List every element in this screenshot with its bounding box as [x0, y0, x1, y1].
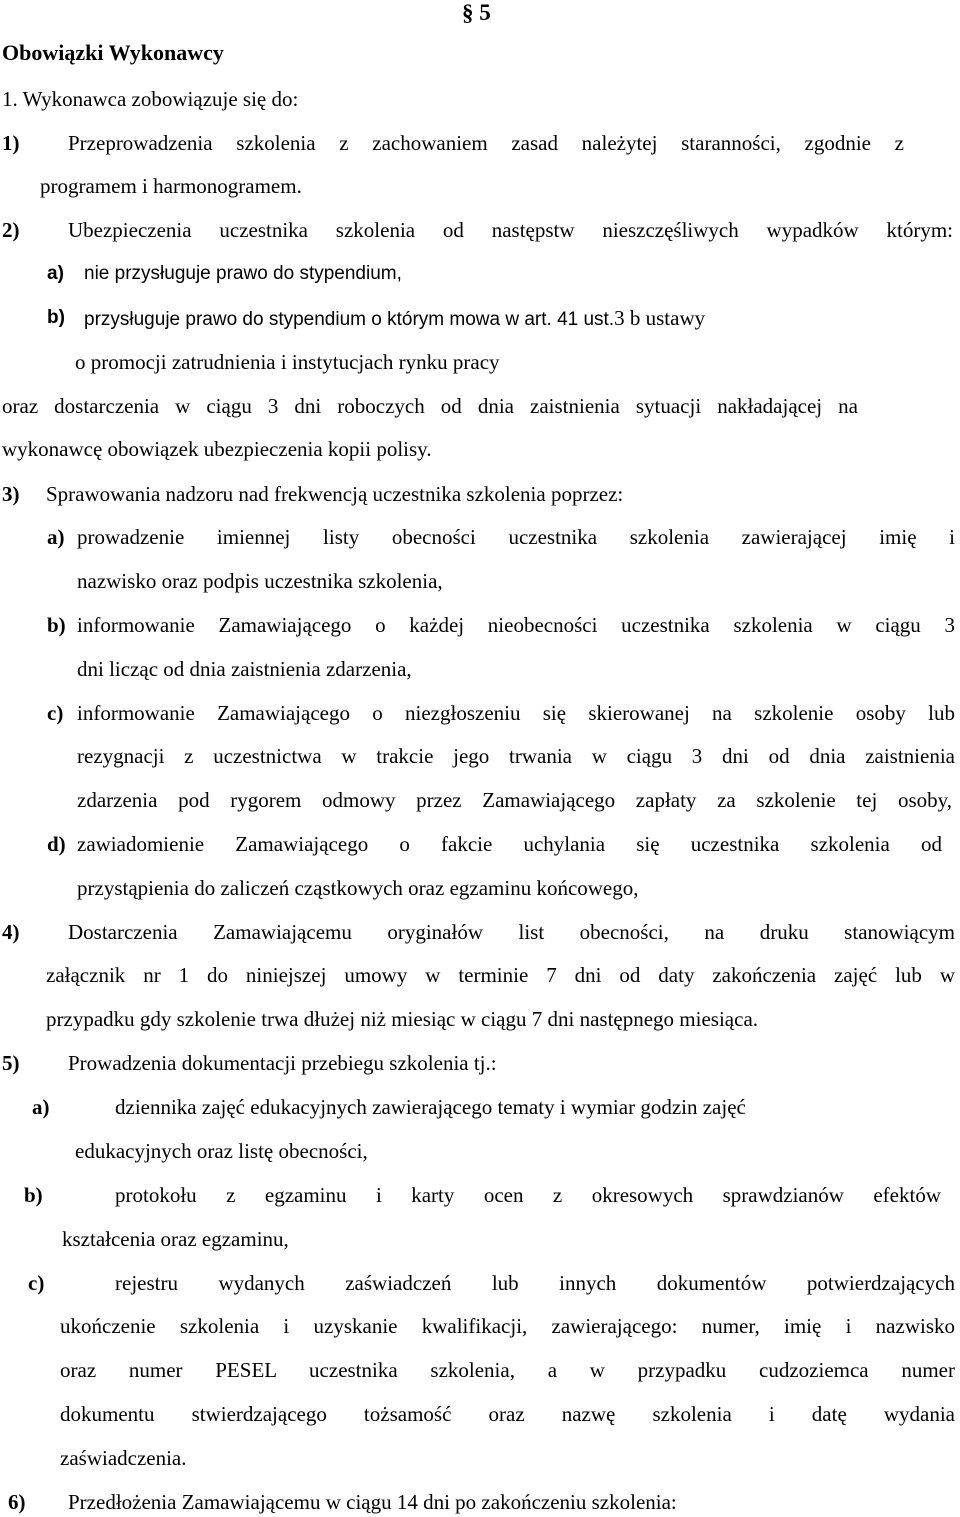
- item-2a-text: nie przysługuje prawo do stypendium,: [84, 263, 402, 284]
- item-3c-line-2: rezygnacji z uczestnictwa w trakcie jego trwania w ciągu 3 dni od dnia zaistnienia: [77, 744, 955, 768]
- section-title: Obowiązki Wykonawcy: [2, 40, 224, 65]
- item-3d-line-2: przystąpienia do zaliczeń cząstkowych oraz egzaminu końcowego,: [77, 876, 639, 900]
- item-2-number: 2): [2, 218, 20, 242]
- item-2b-line-2: o promocji zatrudnienia i instytucjach rynku pracy: [75, 350, 500, 374]
- item-3d-line-1: zawiadomienie Zamawiającego o fakcie uchylania się uczestnika szkolenia od: [77, 832, 942, 856]
- item-5c-label: c): [28, 1271, 45, 1295]
- item-3a-line-1: prowadzenie imiennej listy obecności uczestnika szkolenia zawierającej imię i: [77, 525, 955, 549]
- item-5c-line-4: dokumentu stwierdzającego tożsamość oraz nazwę szkolenia i datę wydania: [60, 1402, 955, 1426]
- item-2-tail-1: oraz dostarczenia w ciągu 3 dni roboczych od dnia zaistnienia sytuacji nakładającej na: [2, 394, 858, 418]
- item-6-number: 6): [8, 1490, 26, 1514]
- item-2-tail-2: wykonawcę obowiązek ubezpieczenia kopii polisy.: [2, 437, 432, 461]
- item-5b-label: b): [24, 1183, 43, 1207]
- item-4-line-3: przypadku gdy szkolenie trwa dłużej niż miesiąc w ciągu 7 dni następnego miesiąca.: [46, 1007, 759, 1031]
- item-5b-line-2: kształcenia oraz egzaminu,: [62, 1227, 289, 1251]
- intro-line: 1. Wykonawca zobowiązuje się do:: [2, 87, 299, 111]
- item-4-number: 4): [2, 920, 20, 944]
- item-5a-label: a): [32, 1095, 50, 1119]
- item-1-line-2: programem i harmonogramem.: [40, 174, 302, 198]
- item-3-number: 3): [2, 482, 20, 506]
- item-2-line-1: Ubezpieczenia uczestnika szkolenia od następstw nieszczęśliwych wypadków którym:: [68, 218, 953, 242]
- item-5-number: 5): [2, 1051, 20, 1075]
- item-3a-label: a): [47, 525, 65, 549]
- item-5a-line-2: edukacyjnych oraz listę obecności,: [75, 1139, 368, 1163]
- item-4-line-2: załącznik nr 1 do niniejszej umowy w terminie 7 dni od daty zakończenia zajęć lub w: [46, 963, 955, 987]
- item-5b-line-1: protokołu z egzaminu i karty ocen z okresowych sprawdzianów efektów: [115, 1183, 941, 1207]
- item-5c-line-5: zaświadczenia.: [60, 1446, 187, 1470]
- item-3c-line-3: zdarzenia pod rygorem odmowy przez Zamawiającego zapłaty za szkolenie tej osoby,: [77, 788, 952, 812]
- item-4-line-1: Dostarczenia Zamawiającemu oryginałów list obecności, na druku stanowiącym: [68, 920, 955, 944]
- item-3-line-1: Sprawowania nadzoru nad frekwencją uczestnika szkolenia poprzez:: [46, 482, 624, 506]
- item-2b-text-sans: przysługuje prawo do stypendium o którym mowa w art. 41 ust.: [84, 309, 615, 330]
- item-3d-label: d): [47, 832, 66, 856]
- item-5a-line-1: dziennika zajęć edukacyjnych zawierającego tematy i wymiar godzin zajęć: [115, 1095, 746, 1119]
- item-3c-label: c): [47, 701, 64, 725]
- item-5c-line-1: rejestru wydanych zaświadczeń lub innych dokumentów potwierdzających: [115, 1271, 955, 1295]
- item-2a-label: a): [47, 263, 64, 284]
- item-1-number: 1): [2, 131, 20, 155]
- section-number: § 5: [462, 0, 491, 25]
- item-6-line-1: Przedłożenia Zamawiającemu w ciągu 14 dni po zakończeniu szkolenia:: [68, 1490, 677, 1514]
- item-5c-line-3: oraz numer PESEL uczestnika szkolenia, a w przypadku cudzoziemca numer: [60, 1358, 955, 1382]
- item-5c-line-2: ukończenie szkolenia i uzyskanie kwalifikacji, zawierającego: numer, imię i nazwisko: [60, 1314, 955, 1338]
- item-3b-line-1: informowanie Zamawiającego o każdej nieobecności uczestnika szkolenia w ciągu 3: [77, 613, 955, 637]
- item-2b-label: b): [47, 307, 65, 328]
- item-3b-label: b): [47, 613, 66, 637]
- item-3b-line-2: dni licząc od dnia zaistnienia zdarzenia,: [77, 657, 412, 681]
- item-2b-text: [84, 305, 705, 333]
- item-5-line-1: Prowadzenia dokumentacji przebiegu szkolenia tj.:: [68, 1051, 497, 1075]
- item-1-line-1: Przeprowadzenia szkolenia z zachowaniem zasad należytej staranności, zgodnie z: [68, 131, 904, 155]
- item-3a-line-2: nazwisko oraz podpis uczestnika szkolenia,: [77, 569, 443, 593]
- item-2b-text-serif: 3 b ustawy: [614, 306, 706, 330]
- item-3c-line-1: informowanie Zamawiającego o niezgłoszeniu się skierowanej na szkolenie osoby lub: [77, 701, 955, 725]
